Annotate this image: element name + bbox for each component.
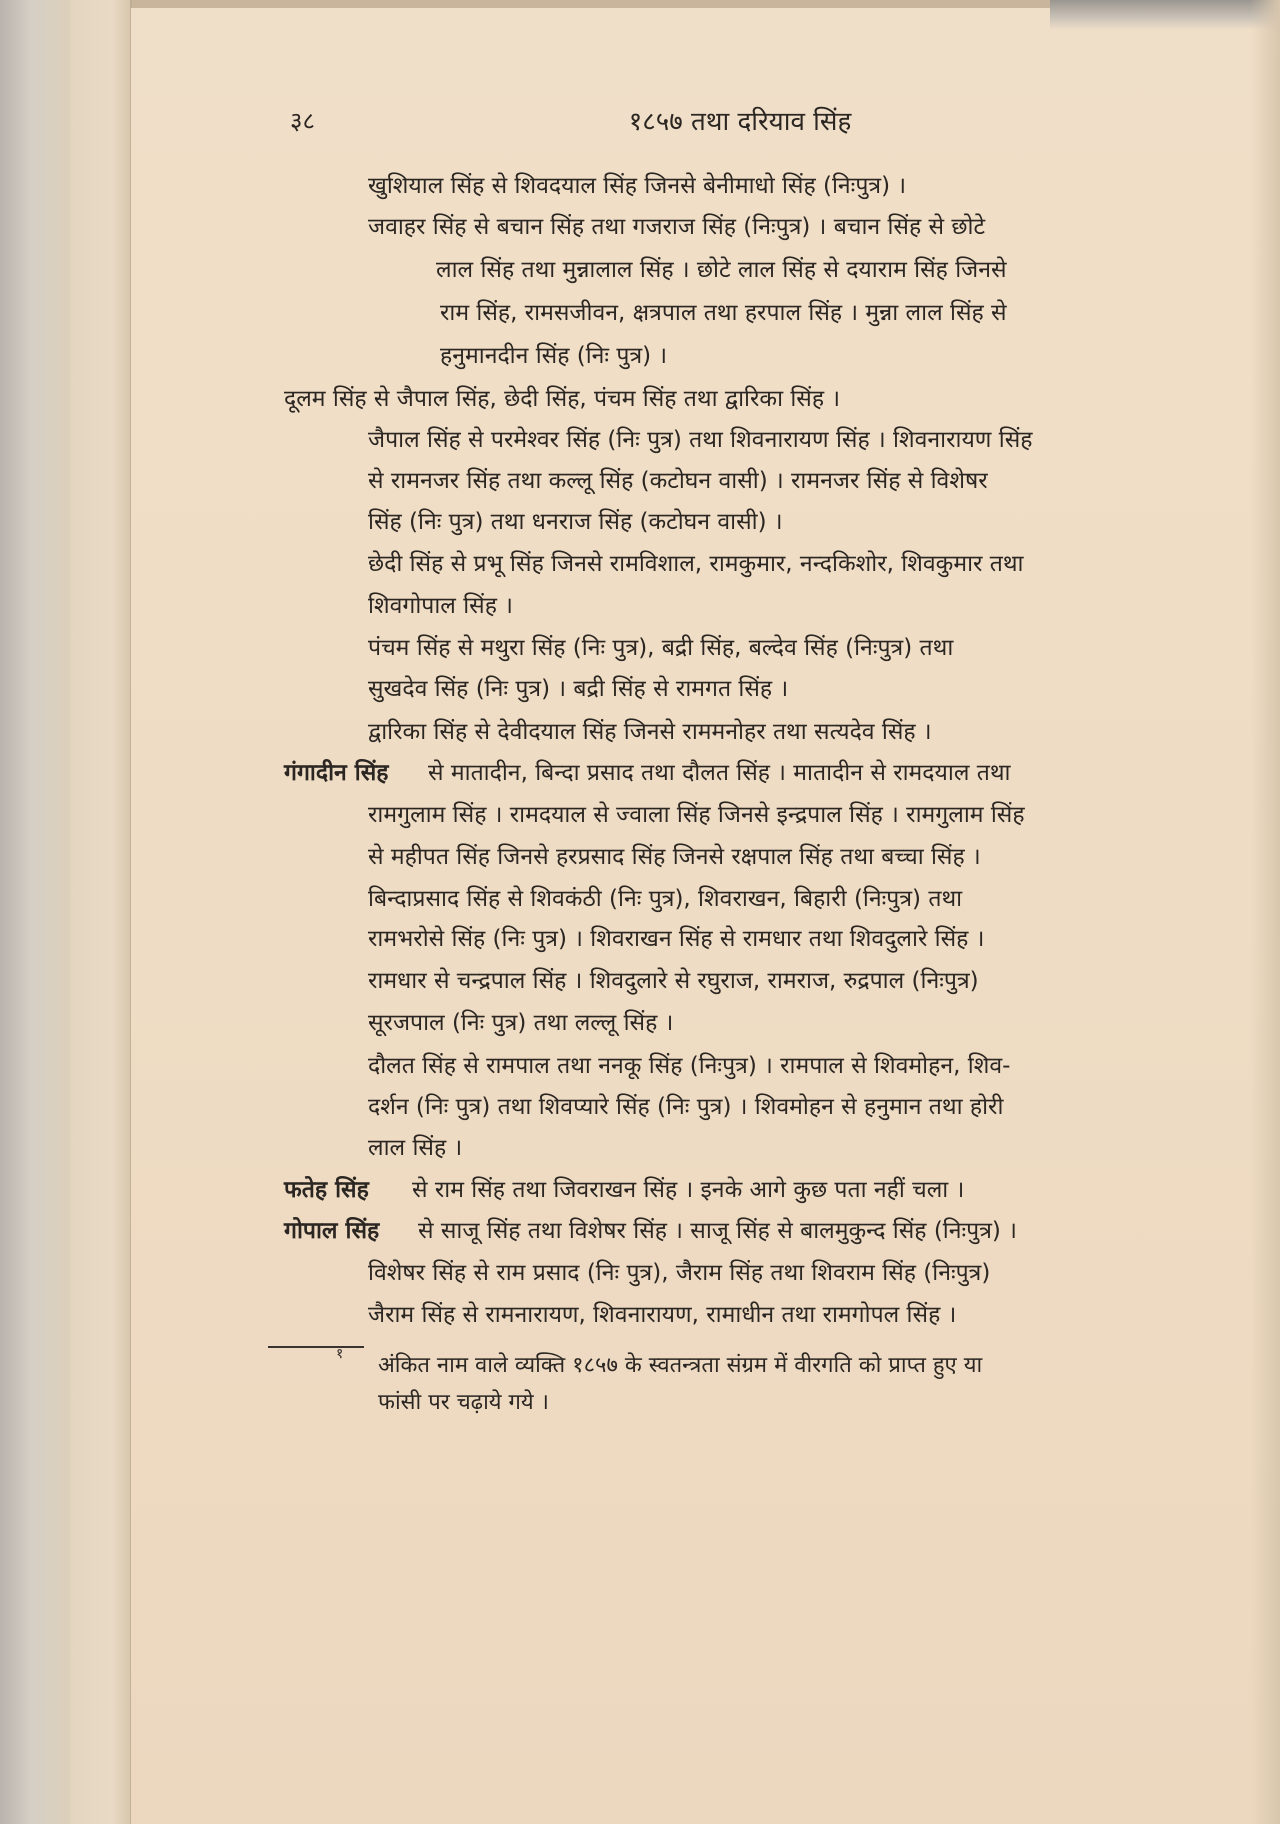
text-line: द्वारिका सिंह से देवीदयाल सिंह जिनसे राममनोहर तथा सत्यदेव सिंह ।: [368, 719, 932, 745]
page-stack-edge: [70, 0, 132, 1824]
text-line: जैपाल सिंह से परमेश्वर सिंह (निः पुत्र) तथा शिवनारायण सिंह । शिवनारायण सिंह: [368, 427, 1033, 453]
text-line: लाल सिंह तथा मुन्नालाल सिंह । छोटे लाल सिंह से दयाराम सिंह जिनसे: [436, 257, 1007, 283]
text-line: से रामनजर सिंह तथा कल्लू सिंह (कटोघन वासी) । रामनजर सिंह से विशेषर: [368, 468, 988, 494]
footnote-mark: १: [336, 1346, 344, 1362]
text-line: विशेषर सिंह से राम प्रसाद (निः पुत्र), जैराम सिंह तथा शिवराम सिंह (निःपुत्र): [368, 1260, 991, 1286]
running-head: १८५७ तथा दरियाव सिंह: [628, 107, 852, 137]
text-line: खुशियाल सिंह से शिवदयाल सिंह जिनसे बेनीमाधो सिंह (निःपुत्र) ।: [368, 173, 907, 199]
text-line: रामगुलाम सिंह । रामदयाल से ज्वाला सिंह जिनसे इन्द्रपाल सिंह । रामगुलाम सिंह: [368, 802, 1025, 828]
text-line: लाल सिंह ।: [368, 1135, 463, 1161]
footnote-rule: [268, 1346, 364, 1348]
page-number: ३८: [290, 107, 315, 135]
text-line: सुखदेव सिंह (निः पुत्र) । बद्री सिंह से रामगत सिंह ।: [368, 676, 789, 702]
binding-edge: [0, 0, 70, 1824]
page-top-shadow: [1050, 0, 1280, 30]
text-line: पंचम सिंह से मथुरा सिंह (निः पुत्र), बद्री सिंह, बल्देव सिंह (निःपुत्र) तथा: [368, 635, 954, 661]
text-line: हनुमानदीन सिंह (निः पुत्र) ।: [440, 343, 668, 369]
page-right-shadow: [1250, 0, 1280, 1824]
text-line: सिंह (निः पुत्र) तथा धनराज सिंह (कटोघन वासी) ।: [368, 509, 783, 535]
text-line: से राम सिंह तथा जिवराखन सिंह । इनके आगे कुछ पता नहीं चला ।: [412, 1177, 965, 1203]
text-line: राम सिंह, रामसजीवन, क्षत्रपाल तथा हरपाल सिंह । मुन्ना लाल सिंह से: [440, 300, 1007, 326]
text-line: शिवगोपाल सिंह ।: [368, 593, 513, 619]
text-line: से महीपत सिंह जिनसे हरप्रसाद सिंह जिनसे रक्षपाल सिंह तथा बच्चा सिंह ।: [368, 844, 981, 870]
text-line: से मातादीन, बिन्दा प्रसाद तथा दौलत सिंह । मातादीन से रामदयाल तथा: [428, 760, 1011, 786]
text-line: छेदी सिंह से प्रभू सिंह जिनसे रामविशाल, रामकुमार, नन्दकिशोर, शिवकुमार तथा: [368, 551, 1024, 577]
text-line: जैराम सिंह से रामनारायण, शिवनारायण, रामाधीन तथा रामगोपल सिंह ।: [368, 1302, 957, 1328]
footnote-text: फांसी पर चढ़ाये गये ।: [378, 1390, 549, 1415]
text-line: रामभरोसे सिंह (निः पुत्र) । शिवराखन सिंह से रामधार तथा शिवदुलारे सिंह ।: [368, 926, 985, 952]
text-line: दर्शन (निः पुत्र) तथा शिवप्यारे सिंह (निः पुत्र) । शिवमोहन से हनुमान तथा होरी: [368, 1094, 1004, 1120]
text-line: रामधार से चन्द्रपाल सिंह । शिवदुलारे से रघुराज, रामराज, रुद्रपाल (निःपुत्र): [368, 968, 979, 994]
bold-name-gopal: गोपाल सिंह: [284, 1218, 380, 1244]
text-line: दूलम सिंह से जैपाल सिंह, छेदी सिंह, पंचम सिंह तथा द्वारिका सिंह ।: [284, 386, 841, 412]
footnote-text: अंकित नाम वाले व्यक्ति १८५७ के स्वतन्त्रता संग्रम में वीरगति को प्राप्त हुए या: [378, 1353, 983, 1378]
bold-name-gangadeen: गंगादीन सिंह: [284, 760, 389, 786]
text-line: बिन्दाप्रसाद सिंह से शिवकंठी (निः पुत्र), शिवराखन, बिहारी (निःपुत्र) तथा: [368, 886, 963, 912]
text-line: जवाहर सिंह से बचान सिंह तथा गजराज सिंह (निःपुत्र) । बचान सिंह से छोटे: [368, 214, 986, 240]
bold-name-fateh: फतेह सिंह: [284, 1177, 369, 1203]
text-line: दौलत सिंह से रामपाल तथा ननकू सिंह (निःपुत्र) । रामपाल से शिवमोहन, शिव-: [368, 1053, 1011, 1079]
text-line: सूरजपाल (निः पुत्र) तथा लल्लू सिंह ।: [368, 1010, 674, 1036]
text-line: से साजू सिंह तथा विशेषर सिंह । साजू सिंह से बालमुकुन्द सिंह (निःपुत्र) ।: [418, 1218, 1017, 1244]
